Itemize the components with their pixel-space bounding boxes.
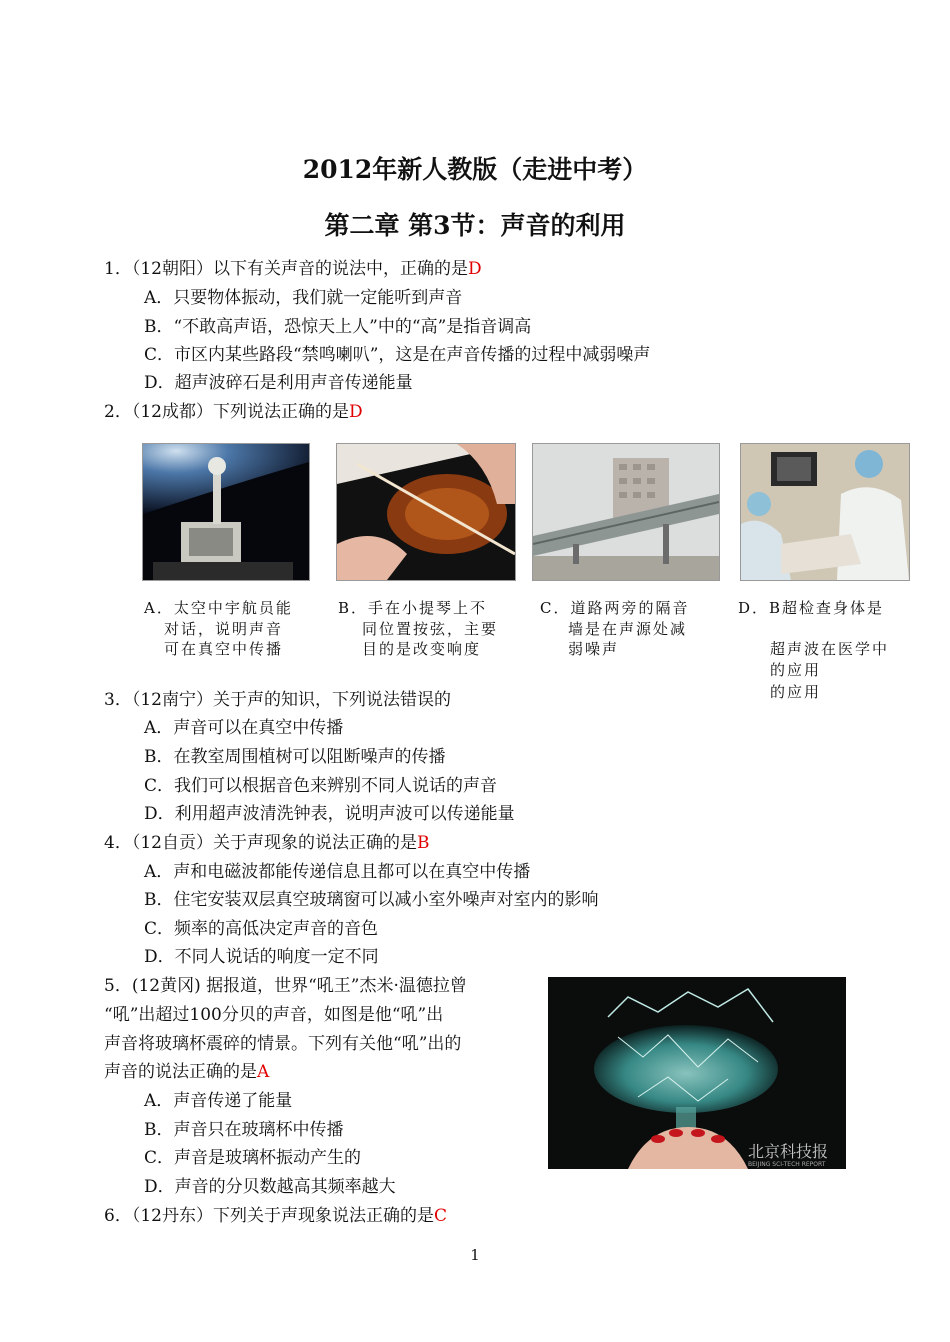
q5-line-3: 声音将玻璃杯震碎的情景。下列有关他“吼”出的 — [104, 1034, 462, 1054]
q1-option-d: D．超声波碎石是利用声音传递能量 — [144, 373, 413, 393]
q2-stem: 2．（12成都）下列说法正确的是D — [104, 402, 363, 422]
q5-option-d: D．声音的分贝数越高其频率越大 — [144, 1177, 396, 1197]
q2-caption-a-line1: A．太空中宇航员能 — [144, 599, 293, 617]
q2-caption-a-line3: 可在真空中传播 — [164, 640, 284, 658]
q5-answer: A — [257, 1062, 270, 1082]
q6-stem: 6．（12丹东）下列关于声现象说法正确的是C — [104, 1206, 447, 1226]
q2-caption-b-line2: 同位置按弦，主要 — [362, 620, 499, 638]
q3-option-d: D．利用超声波清洗钟表，说明声波可以传递能量 — [144, 804, 515, 824]
q1-option-c: C．市区内某些路段“禁鸣喇叭”，这是在声音传播的过程中减弱噪声 — [144, 345, 651, 365]
watermark-logo-sub: BEIJING SCI-TECH REPORT — [748, 1161, 826, 1168]
q2-caption-d-line4: 的应用 — [770, 683, 822, 701]
q2-caption-d-line3: 的应用 — [770, 661, 822, 679]
sound-barrier-wall-photo — [532, 443, 720, 581]
q4-option-c: C．频率的高低决定声音的音色 — [144, 919, 379, 939]
q1-answer: D — [467, 259, 482, 279]
doc-subtitle: 第二章 第3节：声音的利用 — [324, 211, 626, 240]
q3-option-c: C．我们可以根据音色来辨别不同人说话的声音 — [144, 776, 498, 796]
q2-caption-c-line1: C．道路两旁的隔音 — [540, 599, 690, 617]
q1-stem: 1．（12朝阳）以下有关声音的说法中，正确的是D — [104, 259, 482, 279]
q6-answer: C — [433, 1206, 447, 1226]
b-ultrasound-exam-photo — [740, 443, 910, 581]
q2-caption-a-line2: 对话，说明声音 — [164, 620, 284, 638]
watermark-logo: 北京科技报 — [748, 1142, 829, 1161]
q1-option-a: A．只要物体振动，我们就一定能听到声音 — [144, 288, 463, 308]
violin-photo — [336, 443, 516, 581]
q5-line-1: 5．(12黄冈) 据报道，世界“吼王”杰米·温德拉曾 — [104, 976, 467, 996]
q4-option-d: D．不同人说话的响度一定不同 — [144, 947, 379, 967]
astronaut-space-photo — [142, 443, 310, 581]
q5-option-b: B．声音只在玻璃杯中传播 — [144, 1120, 344, 1140]
q2-caption-b-line1: B．手在小提琴上不 — [338, 599, 488, 617]
page-number: 1 — [470, 1246, 480, 1264]
q2-caption-b-line3: 目的是改变响度 — [362, 640, 482, 658]
q4-answer: B — [416, 833, 430, 853]
q4-stem: 4．（12自贡）关于声现象的说法正确的是B — [104, 833, 430, 853]
q3-stem: 3．（12南宁）关于声的知识，下列说法错误的 — [104, 690, 451, 710]
q4-option-b: B．住宅安装双层真空玻璃窗可以减小室外噪声对室内的影响 — [144, 890, 599, 910]
q3-option-a: A．声音可以在真空中传播 — [144, 718, 344, 738]
q3-option-b: B．在教室周围植树可以阻断噪声的传播 — [144, 747, 446, 767]
q5-line-4: 声音的说法正确的是A — [104, 1062, 270, 1082]
q2-caption-c-line3: 弱噪声 — [568, 640, 620, 658]
shattering-glass-photo — [548, 977, 846, 1169]
q2-caption-d-line2: 超声波在医学中 — [770, 640, 890, 658]
q1-option-b: B．“不敢高声语，恐惊天上人”中的“高”是指音调高 — [144, 317, 532, 337]
q5-line-2: “吼”出超过100分贝的声音，如图是他“吼”出 — [104, 1005, 444, 1025]
doc-title: 2012年新人教版（走进中考） — [302, 155, 648, 184]
q5-option-c: C．声音是玻璃杯振动产生的 — [144, 1148, 362, 1168]
q2-caption-d-line1: D．B超检查身体是 — [738, 599, 885, 617]
q5-option-a: A．声音传递了能量 — [144, 1091, 293, 1111]
q4-option-a: A．声和电磁波都能传递信息且都可以在真空中传播 — [144, 862, 531, 882]
q2-caption-c-line2: 墙是在声源处减 — [568, 620, 688, 638]
q2-answer: D — [348, 402, 363, 422]
